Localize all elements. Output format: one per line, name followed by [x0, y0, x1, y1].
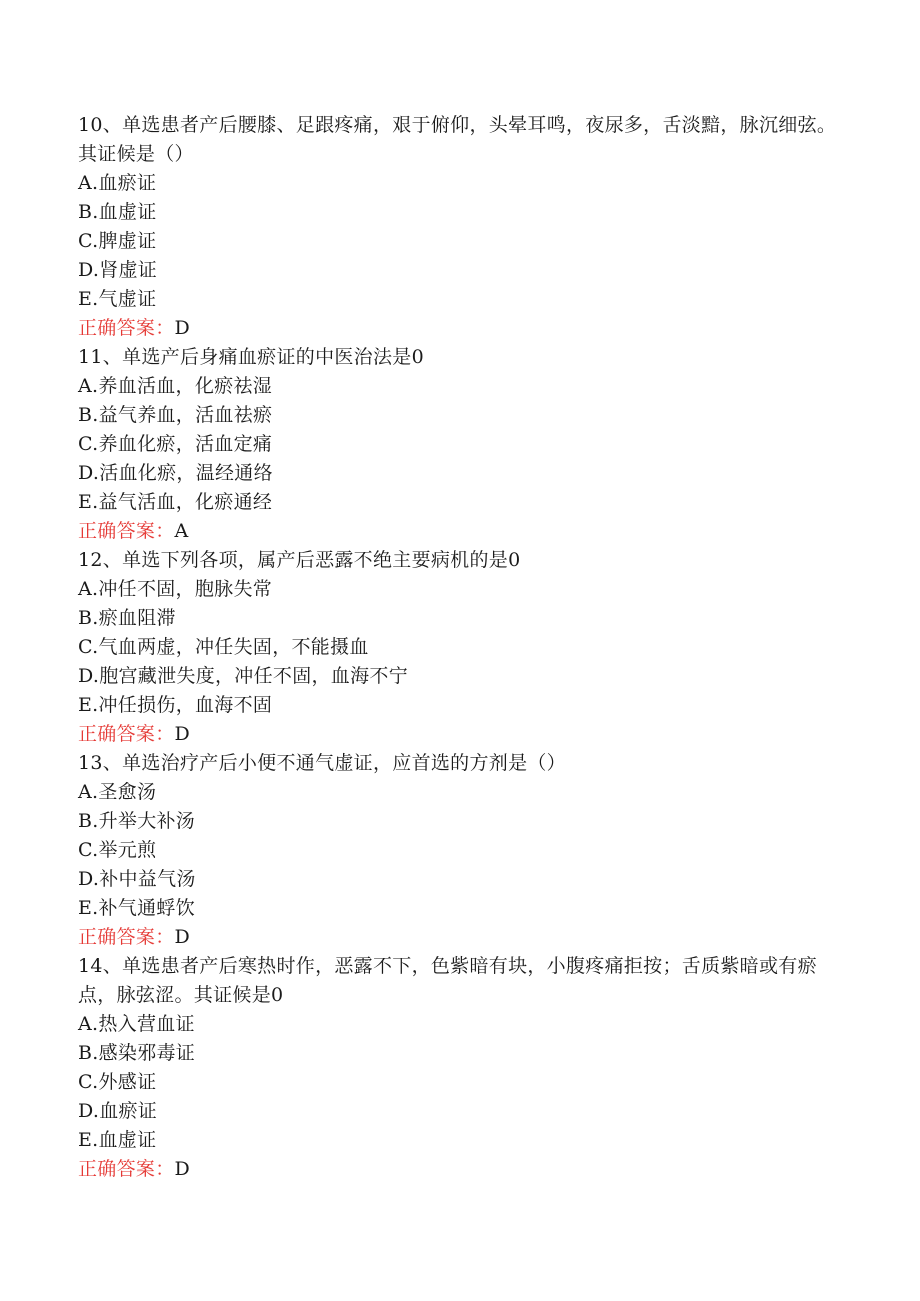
- answer-value: A: [174, 520, 189, 542]
- option-e: E.益气活血，化瘀通经: [78, 491, 273, 513]
- option-a: A.血瘀证: [78, 172, 157, 194]
- answer-label: 正确答案：: [78, 520, 175, 542]
- answer-value: D: [174, 926, 191, 948]
- answer-label: 正确答案：: [78, 723, 175, 745]
- option-d: D.肾虚证: [78, 259, 158, 281]
- option-c: C.外感证: [78, 1071, 157, 1093]
- option-a: A.冲任不固，胞脉失常: [78, 578, 273, 600]
- option-c: C.气血两虚，冲任失固，不能摄血: [78, 636, 369, 658]
- option-c: C.脾虚证: [78, 230, 157, 252]
- option-d: D.胞宫藏泄失度，冲任不固，血海不宁: [78, 665, 408, 687]
- option-e: E.冲任损伤，血海不固: [78, 694, 273, 716]
- answer-label: 正确答案：: [78, 1158, 175, 1180]
- question-stem: 10、单选患者产后腰膝、足跟疼痛，艰于俯仰，头晕耳鸣，夜尿多，舌淡黯，脉沉细弦。其证候是（）: [78, 114, 837, 165]
- option-e: E.补气通蜉饮: [78, 897, 196, 919]
- option-b: B.瘀血阻滞: [78, 607, 176, 629]
- option-e: E.气虚证: [78, 288, 157, 310]
- option-b: B.感染邪毒证: [78, 1042, 196, 1064]
- option-e: E.血虚证: [78, 1129, 157, 1151]
- question-stem: 11、单选产后身痛血瘀证的中医治法是0: [78, 346, 424, 368]
- question-11: [78, 343, 838, 546]
- option-a: A.热入营血证: [78, 1013, 195, 1035]
- option-a: A.养血活血，化瘀祛湿: [78, 375, 273, 397]
- answer-line: [78, 1155, 838, 1184]
- question-stem: 13、单选治疗产后小便不通气虚证，应首选的方剂是（）: [78, 752, 566, 774]
- question-14: [78, 952, 838, 1184]
- question-13: [78, 749, 838, 952]
- option-d: D.血瘀证: [78, 1100, 158, 1122]
- answer-value: D: [174, 1158, 191, 1180]
- option-d: D.活血化瘀，温经通络: [78, 462, 273, 484]
- question-12: [78, 546, 838, 749]
- answer-line: [78, 314, 838, 343]
- option-a: A.圣愈汤: [78, 781, 157, 803]
- option-b: B.血虚证: [78, 201, 157, 223]
- question-stem: 12、单选下列各项，属产后恶露不绝主要病机的是0: [78, 549, 521, 571]
- option-b: B.升举大补汤: [78, 810, 196, 832]
- question-10: [78, 111, 838, 343]
- answer-value: D: [174, 723, 191, 745]
- answer-line: [78, 517, 838, 546]
- option-d: D.补中益气汤: [78, 868, 196, 890]
- document-page: [78, 111, 838, 1184]
- answer-label: 正确答案：: [78, 926, 175, 948]
- option-c: C.养血化瘀，活血定痛: [78, 433, 273, 455]
- option-c: C.举元煎: [78, 839, 157, 861]
- option-b: B.益气养血，活血祛瘀: [78, 404, 273, 426]
- answer-line: [78, 720, 838, 749]
- answer-value: D: [174, 317, 191, 339]
- question-stem: 14、单选患者产后寒热时作，恶露不下，色紫暗有块，小腹疼痛拒按；舌质紫暗或有瘀点，脉弦涩。其证候是0: [78, 955, 817, 1006]
- answer-line: [78, 923, 838, 952]
- answer-label: 正确答案：: [78, 317, 175, 339]
